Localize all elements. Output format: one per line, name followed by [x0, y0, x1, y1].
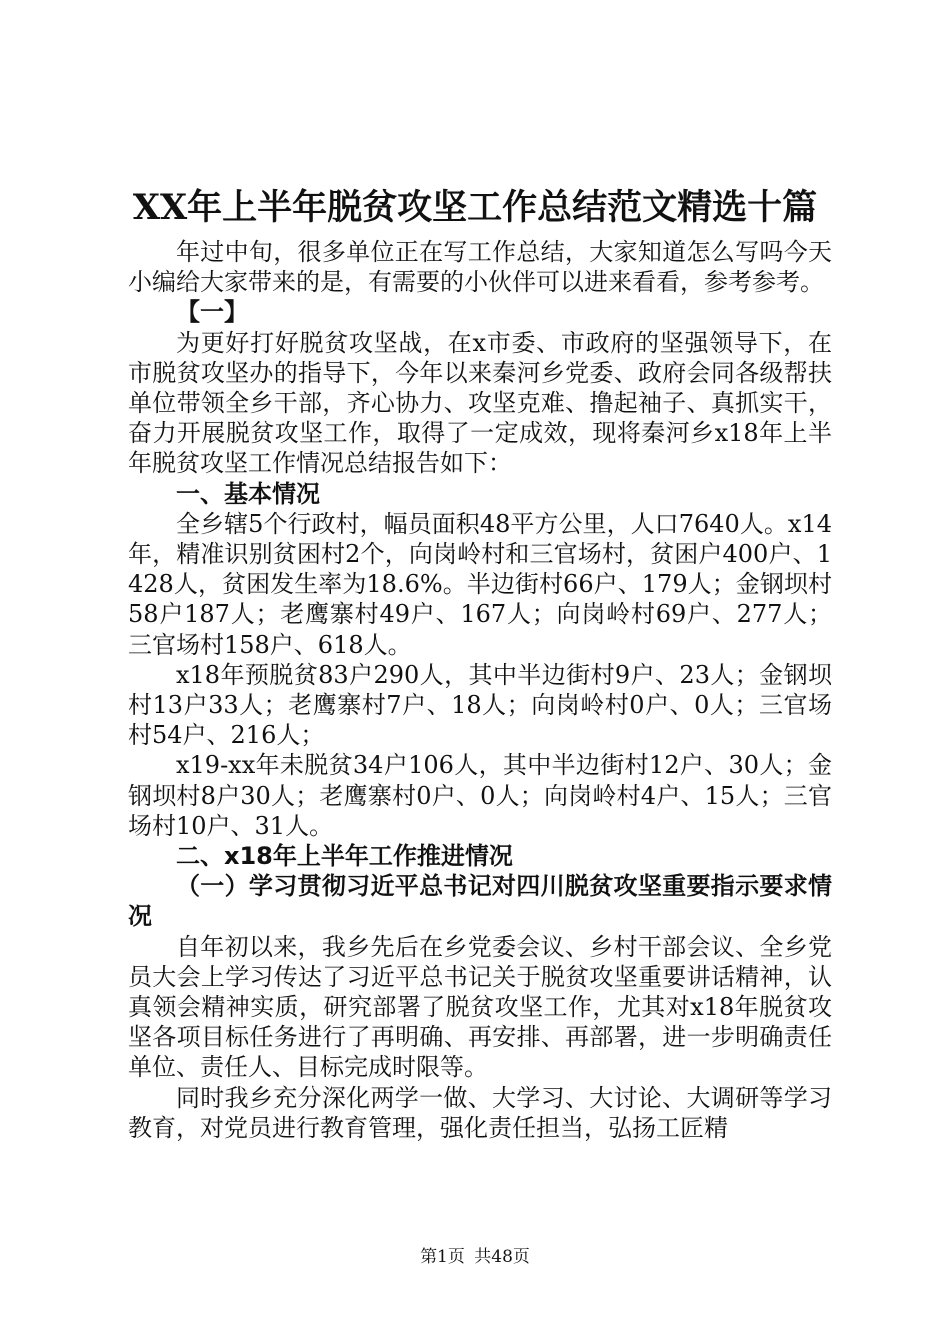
study-paragraph: 自年初以来，我乡先后在乡党委会议、乡村干部会议、全乡党员大会上学习传达了习近平总书记关于脱贫攻坚重要讲话精神，认真领会精神实质，研究部署了脱贫攻坚工作，尤其对x18年脱贫攻坚各项目标任务进行了再明确、再安排、再部署，进一步明确责任单位、责任人、目标完成时限等。 — [128, 932, 832, 1082]
document-title: XX年上半年脱贫攻坚工作总结范文精选十篇 — [132, 187, 818, 228]
document-body — [128, 237, 832, 1143]
heading-work-progress: 二、x18年上半年工作推进情况 — [176, 842, 513, 871]
remaining-poverty-paragraph: x19-xx年未脱贫34户106人，其中半边街村12户、30人；金钢坝村8户30人；老鹰寨村0户、0人；向岗岭村4户、15人；三官场村10户、31人。 — [128, 751, 832, 840]
basic-situation-paragraph: 全乡辖5个行政村，幅员面积48平方公里，人口7640人。x14年，精准识别贫困村2个，向岗岭村和三官场村，贫困户400户、1428人，贫困发生率为18.6%。半边街村66户、179人；金钢坝村58户187人；老鹰寨村49户、167人；向岗岭村69户、277人；三官场村158户、618人。 — [128, 509, 832, 659]
education-paragraph: 同时我乡充分深化两学一做、大学习、大讨论、大调研等学习教育，对党员进行教育管理，强化责任担当，弘扬工匠精 — [128, 1083, 832, 1142]
section-marker-1: 【一】 — [176, 298, 248, 327]
subheading-study-instructions: （一）学习贯彻习近平总书记对四川脱贫攻坚重要指示要求情况 — [128, 872, 832, 931]
page-total: 共48页 — [474, 1247, 530, 1267]
poverty-exit-paragraph: x18年预脱贫83户290人，其中半边街村9户、23人；金钢坝村13户33人；老鹰寨村7户、18人；向岗岭村0户、0人；三官场村54户、216人； — [128, 660, 832, 750]
page-number: 第1页 — [420, 1247, 465, 1267]
heading-basic-situation: 一、基本情况 — [176, 479, 320, 508]
opening-paragraph: 为更好打好脱贫攻坚战，在x市委、市政府的坚强领导下，在市脱贫攻坚办的指导下，今年以来秦河乡党委、政府会同各级帮扶单位带领全乡干部，齐心协力、攻坚克难、撸起袖子、真抓实干，奋力开展脱贫攻坚工作，取得了一定成效，现将秦河乡x18年上半年脱贫攻坚工作情况总结报告如下： — [128, 328, 832, 478]
page-footer — [0, 1246, 950, 1268]
intro-paragraph: 年过中旬，很多单位正在写工作总结，大家知道怎么写吗今天小编给大家带来的是，有需要的小伙伴可以进来看看，参考参考。 — [128, 238, 832, 297]
